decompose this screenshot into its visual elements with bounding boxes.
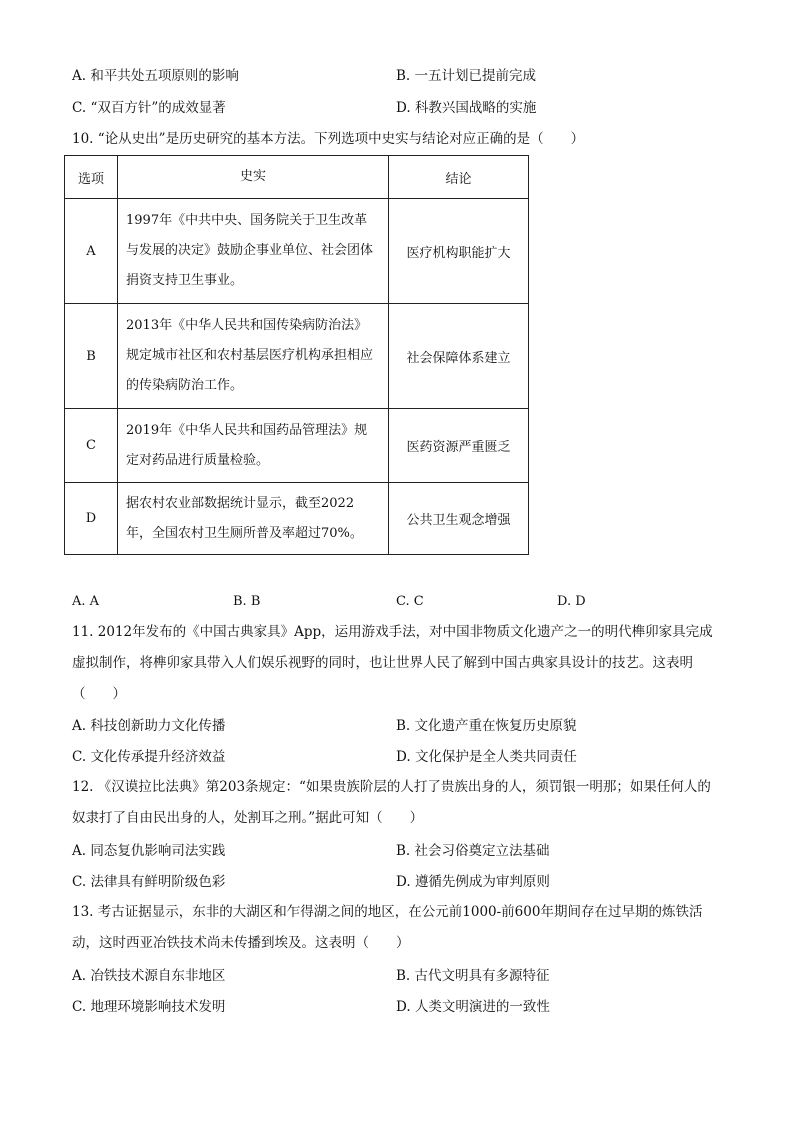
q10-table [64, 155, 529, 555]
q11-option-c-key: C. [72, 749, 87, 765]
q11-option-d-text: 文化保护是全人类共同责任 [414, 749, 577, 765]
q13-option-b-key: B. [396, 968, 411, 984]
q12-option-a-key: A. [72, 843, 87, 859]
q10-row-a-conclusion: 医疗机构职能扩大 [389, 199, 529, 304]
q11-option-b-text: 文化遗产重在恢复历史原貌 [414, 718, 577, 734]
q10-row-a-option: A [65, 199, 118, 304]
table-row [65, 199, 529, 304]
q11-option-c [72, 747, 225, 767]
q10-row-c-conclusion: 医药资源严重匮乏 [389, 409, 529, 483]
q10-header-option: 选项 [65, 156, 118, 199]
q12-option-d-key: D. [396, 874, 411, 890]
q10-row-b-conclusion: 社会保障体系建立 [389, 304, 529, 409]
q9-option-b-text: 一五计划已提前完成 [414, 68, 537, 84]
q13-option-d-text: 人类文明演进的一致性 [414, 999, 550, 1015]
q9-option-a [72, 66, 239, 86]
q13-option-a [72, 966, 225, 986]
q9-option-d-key: D. [396, 100, 411, 116]
q10-header-conclusion: 结论 [389, 156, 529, 199]
q9-option-b [396, 66, 536, 86]
q9-option-a-text: 和平共处五项原则的影响 [90, 68, 239, 84]
q10-answer-b: B. B [233, 594, 261, 609]
q13-option-b [396, 966, 550, 986]
q12-option-d-text: 遵循先例成为审判原则 [414, 874, 550, 890]
q10-row-d-option: D [65, 483, 118, 555]
q10-row-c-fact: 2019年《中华人民共和国药品管理法》规定对药品进行质量检验。 [118, 409, 389, 483]
q12-option-b-key: B. [396, 843, 411, 859]
q12-option-a-text: 同态复仇影响司法实践 [90, 843, 226, 859]
q9-option-b-key: B. [396, 68, 411, 84]
q9-option-d [396, 98, 536, 118]
q13-option-c-text: 地理环境影响技术发明 [90, 999, 226, 1015]
q13-option-a-key: A. [72, 968, 87, 984]
q12-stem: 12. 《汉谟拉比法典》第203条规定：“如果贵族阶层的人打了贵族出身的人，须罚银一明那；如果任何人的奴隶打了自由民出身的人，处割耳之刑。”据此可知（ ） [72, 779, 711, 826]
q11-stem: 11. 2012年发布的《中国古典家具》App，运用游戏手法，对中国非物质文化遗产之一的明代榫卯家具完成虚拟制作，将榫卯家具带入人们娱乐视野的同时，也让世界人民了解到中国古典家具设计的技艺。这表明（ ） [72, 624, 713, 702]
q11-option-c-text: 文化传承提升经济效益 [90, 749, 226, 765]
q10-row-b-option: B [65, 304, 118, 409]
q10-header-fact: 史实 [118, 156, 389, 199]
table-row [65, 304, 529, 409]
q10-answer-d: D. D [557, 594, 586, 609]
q11-option-a [72, 716, 225, 736]
q13-option-c-key: C. [72, 999, 87, 1015]
q13-stem: 13. 考古证据显示，东非的大湖区和乍得湖之间的地区，在公元前1000-前600年期间存在过早期的炼铁活动，这时西亚冶铁技术尚未传播到埃及。这表明（ ） [72, 904, 703, 951]
q9-option-c-text: “双百方针”的成效显著 [90, 100, 226, 116]
q10-row-d-conclusion: 公共卫生观念增强 [389, 483, 529, 555]
q12-option-c-key: C. [72, 874, 87, 890]
q10-answer-c: C. C [396, 594, 424, 609]
q12-option-b-text: 社会习俗奠定立法基础 [414, 843, 550, 859]
q11-option-a-key: A. [72, 718, 87, 734]
q13-option-c [72, 997, 225, 1017]
q10-row-d-fact: 据农村农业部数据统计显示，截至2022年，全国农村卫生厕所普及率超过70%。 [118, 483, 389, 555]
table-row [65, 409, 529, 483]
q12-option-b [396, 841, 550, 861]
q10-stem: 10. “论从史出”是历史研究的基本方法。下列选项中史实与结论对应正确的是（ ） [72, 131, 585, 147]
q12-option-c-text: 法律具有鲜明阶级色彩 [90, 874, 226, 890]
q10-answer-a: A. A [72, 594, 100, 609]
q9-option-c-key: C. [72, 100, 87, 116]
q11-option-d-key: D. [396, 749, 411, 765]
q12-option-a [72, 841, 225, 861]
q11-option-d [396, 747, 577, 767]
q13-option-d [396, 997, 550, 1017]
q10-row-c-option: C [65, 409, 118, 483]
q13-option-d-key: D. [396, 999, 411, 1015]
q13-option-a-text: 冶铁技术源自东非地区 [90, 968, 226, 984]
q11-option-a-text: 科技创新助力文化传播 [90, 718, 226, 734]
q10-row-a-fact: 1997年《中共中央、国务院关于卫生改革与发展的决定》鼓励企事业单位、社会团体捐资支持卫生事业。 [118, 199, 389, 304]
q12-option-c [72, 872, 225, 892]
table-row [65, 483, 529, 555]
q10-table-header [65, 156, 529, 199]
q9-option-a-key: A. [72, 68, 87, 84]
q9-option-c [72, 98, 226, 118]
q11-option-b [396, 716, 577, 736]
q11-option-b-key: B. [396, 718, 411, 734]
q12-option-d [396, 872, 550, 892]
q9-option-d-text: 科教兴国战略的实施 [414, 100, 537, 116]
q10-row-b-fact: 2013年《中华人民共和国传染病防治法》规定城市社区和农村基层医疗机构承担相应的传染病防治工作。 [118, 304, 389, 409]
q13-option-b-text: 古代文明具有多源特征 [414, 968, 550, 984]
